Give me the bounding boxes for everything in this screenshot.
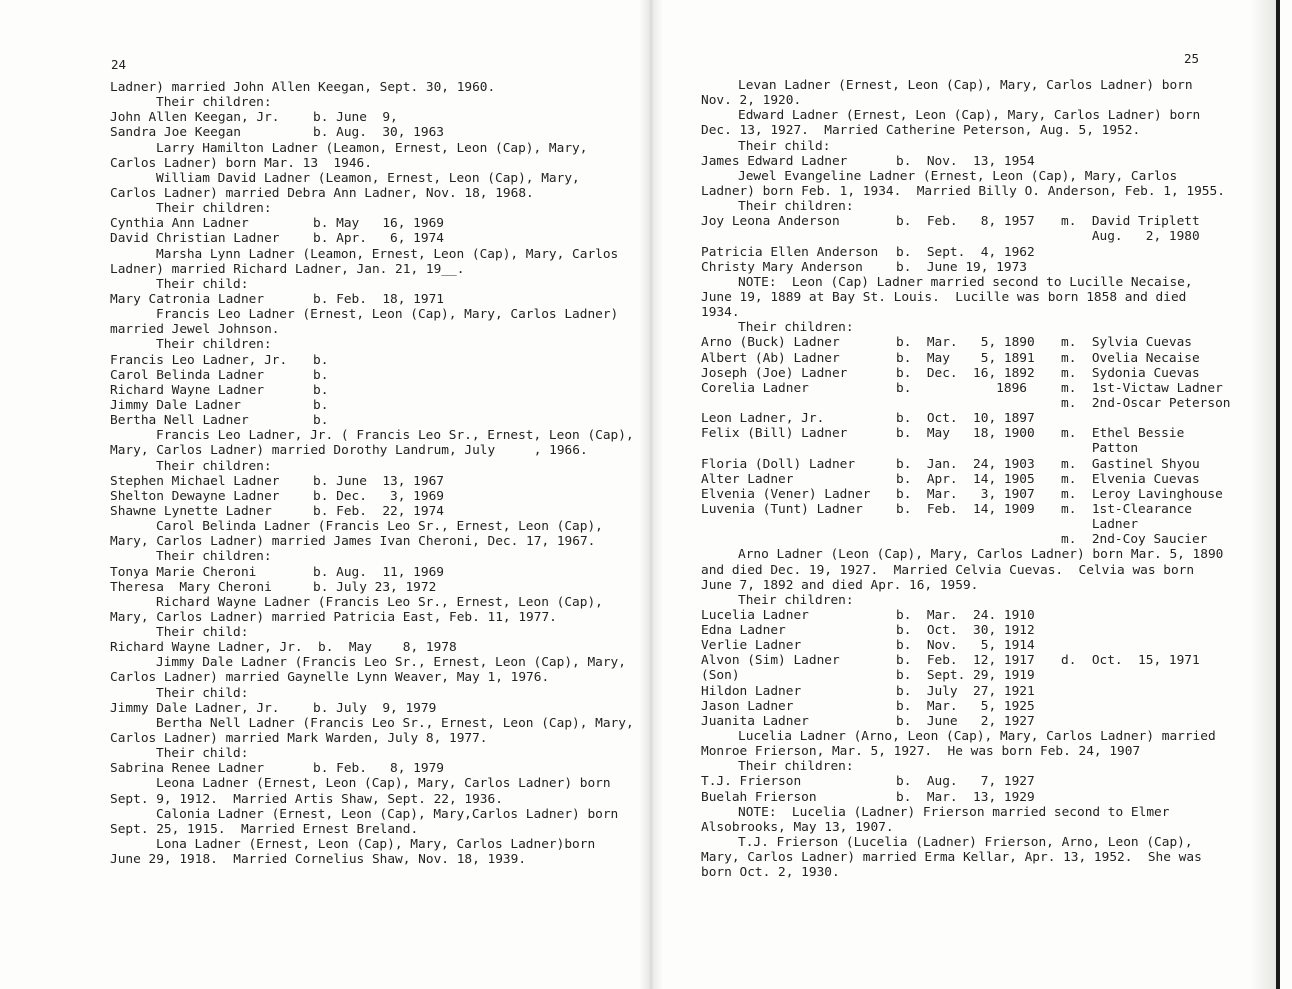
paragraph-line: Ladner) born Feb. 1, 1934. Married Billy O. Anderson, Feb. 1, 1955. — [701, 183, 1225, 199]
table-cell: b. Apr. 14, 1905 — [896, 471, 1035, 487]
paragraph-first-line: Levan Ladner (Ernest, Leon (Cap), Mary, Carlos Ladner) born — [738, 78, 1193, 93]
table-cell: m. Sylvia Cuevas — [1061, 335, 1192, 351]
table-cell: Alter Ladner — [701, 471, 794, 487]
table-cell: b. Aug. 7, 1927 — [896, 774, 1035, 790]
paragraph-line: June 29, 1918. Married Cornelius Shaw, Nov. 18, 1939. — [110, 852, 527, 868]
table-cell: Mary Catronia Ladner — [110, 291, 265, 307]
paragraph-line: Carlos Ladner) born Mar. 13 1946. — [110, 155, 372, 171]
table-cell: Felix (Bill) Ladner — [701, 426, 848, 442]
table-cell: b. — [313, 397, 329, 413]
paragraph-line: born Oct. 2, 1930. — [701, 865, 840, 881]
paragraph-line: Alsobrooks, May 13, 1907. — [701, 819, 894, 835]
paragraph-first-line: Bertha Nell Ladner (Francis Leo Sr., Ernest, Leon (Cap), Mary, — [156, 715, 634, 731]
table-cell: m. 2nd-Oscar Peterson — [1061, 395, 1231, 411]
table-cell: Jimmy Dale Ladner, Jr. — [110, 700, 280, 716]
table-cell: b. July 27, 1921 — [896, 683, 1035, 699]
table-cell: Arno (Buck) Ladner — [701, 335, 840, 351]
paragraph-first-line: Calonia Ladner (Ernest, Leon (Cap), Mary,Carlos Ladner) born — [156, 806, 619, 822]
table-cell: Francis Leo Ladner, Jr. — [110, 352, 288, 368]
paragraph-first-line: Their child: — [156, 276, 249, 292]
table-cell: b. — [313, 382, 329, 398]
table-cell: b. Feb. 22, 1974 — [313, 503, 444, 519]
table-cell: Juanita Ladner — [701, 713, 809, 729]
paragraph-first-line: Their children: — [156, 549, 272, 565]
table-cell: Hildon Ladner — [701, 683, 802, 699]
table-cell: b. Mar. 5, 1890 — [896, 335, 1035, 351]
table-cell: b. Feb. 14, 1909 — [896, 501, 1035, 517]
table-cell: Edna Ladner — [701, 623, 786, 639]
table-cell: b. Jan. 24, 1903 — [896, 456, 1035, 472]
paragraph-first-line: Their children: — [156, 337, 272, 353]
page-number-left: 24 — [111, 57, 127, 72]
table-cell: b. Feb. 8, 1957 — [896, 214, 1035, 230]
table-cell: Corelia Ladner — [701, 380, 809, 396]
paragraph-first-line: William David Ladner (Leamon, Ernest, Leon (Cap), Mary, — [156, 170, 580, 186]
table-cell: Cynthia Ann Ladner — [110, 216, 249, 232]
book-gutter — [640, 0, 662, 989]
table-cell: b. Mar. 13, 1929 — [896, 789, 1035, 805]
paragraph-first-line: Their children: — [738, 199, 854, 215]
table-cell: Elvenia (Vener) Ladner — [701, 486, 871, 502]
table-cell: Buelah Frierson — [701, 789, 817, 805]
page-number-right: 25 — [1184, 51, 1200, 66]
paragraph-first-line: Marsha Lynn Ladner (Leamon, Ernest, Leon (Cap), Mary, Carlos — [156, 246, 619, 262]
table-cell: Shelton Dewayne Ladner — [110, 488, 280, 504]
table-cell: b. Dec. 16, 1892 — [896, 365, 1035, 381]
paragraph-first-line: Their children: — [156, 458, 272, 474]
table-cell: b. 1896 — [896, 380, 1027, 396]
table-cell: b. Mar. 5, 1925 — [896, 698, 1035, 714]
paragraph-line: Carlos Ladner) married Mark Warden, July 8, 1977. — [110, 731, 488, 747]
table-cell: b. Nov. 5, 1914 — [896, 638, 1035, 654]
table-cell: Richard Wayne Ladner — [110, 382, 265, 398]
paragraph-line: Mary, Carlos Ladner) married Dorothy Landrum, July , 1966. — [110, 443, 588, 459]
table-cell: Patricia Ellen Anderson — [701, 244, 879, 260]
paragraph-line: Mary, Carlos Ladner) married James Ivan Cheroni, Dec. 17, 1967. — [110, 534, 596, 550]
table-cell: Theresa Mary Cheroni — [110, 579, 272, 595]
table-cell: Ladner — [1061, 517, 1139, 533]
table-cell: m. 1st-Victaw Ladner — [1061, 380, 1223, 396]
table-cell: m. Ethel Bessie — [1061, 426, 1185, 442]
table-cell: b. July 9, 1979 — [313, 700, 437, 716]
table-cell: b. — [313, 352, 329, 368]
table-cell: Sandra Joe Keegan — [110, 125, 241, 141]
table-cell: b. Apr. 6, 1974 — [313, 231, 444, 247]
paragraph-first-line: Larry Hamilton Ladner (Leamon, Ernest, Leon (Cap), Mary, — [156, 140, 588, 156]
table-cell: b. May 16, 1969 — [313, 216, 444, 232]
table-cell: b. Mar. 24. 1910 — [896, 607, 1035, 623]
table-cell: m. Leroy Lavinghouse — [1061, 486, 1223, 502]
table-cell: m. 1st-Clearance — [1061, 501, 1192, 517]
table-cell: b. Nov. 13, 1954 — [896, 153, 1035, 169]
table-cell: b. July 23, 1972 — [313, 579, 437, 595]
table-cell: m. Sydonia Cuevas — [1061, 365, 1200, 381]
table-cell: b. Sept. 4, 1962 — [896, 244, 1035, 260]
paragraph-line: Mary, Carlos Ladner) married Erma Kellar, Apr. 13, 1952. She was — [701, 850, 1202, 866]
paragraph-line: Nov. 2, 1920. — [701, 93, 802, 109]
table-cell: b. Mar. 3, 1907 — [896, 486, 1035, 502]
table-cell: b. May 5, 1891 — [896, 350, 1035, 366]
table-cell: b. June 2, 1927 — [896, 713, 1035, 729]
table-cell: Carol Belinda Ladner — [110, 367, 265, 383]
table-cell: m. Gastinel Shyou — [1061, 456, 1200, 472]
table-cell: Stephen Michael Ladner — [110, 473, 280, 489]
table-cell: b. June 13, 1967 — [313, 473, 444, 489]
paragraph-first-line: Their children: — [156, 95, 272, 111]
table-cell: b. — [313, 367, 329, 383]
table-cell: Leon Ladner, Jr. — [701, 411, 825, 427]
table-cell: Bertha Nell Ladner — [110, 413, 249, 429]
paragraph-first-line: Their children: — [738, 759, 854, 775]
table-cell: David Christian Ladner — [110, 231, 280, 247]
table-cell: Jason Ladner — [701, 698, 794, 714]
table-cell: b. Feb. 8, 1979 — [313, 761, 444, 777]
paragraph-first-line: Arno Ladner (Leon (Cap), Mary, Carlos Ladner) born Mar. 5, 1890 — [738, 547, 1224, 563]
paragraph-first-line: Their children: — [738, 320, 854, 336]
paragraph-first-line: NOTE: Leon (Cap) Ladner married second to Lucille Necaise, — [738, 274, 1193, 290]
table-cell: Aug. 2, 1980 — [1061, 229, 1200, 245]
table-cell: Albert (Ab) Ladner — [701, 350, 840, 366]
table-cell: Tonya Marie Cheroni — [110, 564, 257, 580]
table-cell: Joy Leona Anderson — [701, 214, 840, 230]
paragraph-line: and died Dec. 19, 1927. Married Celvia Cuevas. Celvia was born — [701, 562, 1195, 578]
table-cell: b. Feb. 12, 1917 — [896, 653, 1035, 669]
table-cell: (Son) — [701, 668, 740, 684]
table-cell: b. Dec. 3, 1969 — [313, 488, 444, 504]
table-cell: b. Oct. 30, 1912 — [896, 623, 1035, 639]
paragraph-first-line: Their children: — [738, 592, 854, 608]
table-cell: m. David Triplett — [1061, 214, 1200, 230]
table-cell: Christy Mary Anderson — [701, 259, 863, 275]
paragraph-line: Carlos Ladner) married Debra Ann Ladner, Nov. 18, 1968. — [110, 185, 534, 201]
table-cell: Lucelia Ladner — [701, 607, 809, 623]
table-cell: Joseph (Joe) Ladner — [701, 365, 848, 381]
paragraph-line: Mary, Carlos Ladner) married Patricia East, Feb. 11, 1977. — [110, 609, 557, 625]
table-cell: b. June 19, 1973 — [896, 259, 1027, 275]
table-cell: b. — [313, 413, 329, 429]
right-page — [662, 0, 1276, 989]
paragraph-line: 1934. — [701, 305, 740, 321]
table-cell: Floria (Doll) Ladner — [701, 456, 856, 472]
paragraph-first-line: Lona Ladner (Ernest, Leon (Cap), Mary, Carlos Ladner)born — [156, 837, 596, 853]
table-cell: b. Aug. 11, 1969 — [313, 564, 444, 580]
paragraph-line: Ladner) married John Allen Keegan, Sept. 30, 1960. — [110, 80, 496, 95]
paragraph-line: Sept. 9, 1912. Married Artis Shaw, Sept. 22, 1936. — [110, 791, 503, 807]
paragraph-line: Carlos Ladner) married Gaynelle Lynn Weaver, May 1, 1976. — [110, 670, 550, 686]
paragraph-first-line: Their children: — [156, 201, 272, 217]
table-cell: d. Oct. 15, 1971 — [1061, 653, 1200, 669]
paragraph-first-line: Their child: — [156, 685, 249, 701]
paragraph-first-line: Carol Belinda Ladner (Francis Leo Sr., Ernest, Leon (Cap), — [156, 519, 603, 535]
table-cell: Alvon (Sim) Ladner — [701, 653, 840, 669]
paragraph-line: Ladner) married Richard Ladner, Jan. 21, 19__. — [110, 261, 465, 277]
table-cell: m. Elvenia Cuevas — [1061, 471, 1200, 487]
paragraph-first-line: Their child: — [738, 138, 831, 154]
paragraph-line: Sept. 25, 1915. Married Ernest Breland. — [110, 821, 419, 837]
paragraph-first-line: T.J. Frierson (Lucelia (Ladner) Frierson, Arno, Leon (Cap), — [738, 835, 1193, 851]
page-edge — [1276, 0, 1280, 989]
table-cell: b. Feb. 18, 1971 — [313, 291, 444, 307]
paragraph-first-line: Edward Ladner (Ernest, Leon (Cap), Mary, Carlos Ladner) born — [738, 108, 1201, 124]
paragraph-line: Dec. 13, 1927. Married Catherine Peterson, Aug. 5, 1952. — [701, 123, 1141, 139]
table-cell: m. Ovelia Necaise — [1061, 350, 1200, 366]
paragraph-line: Richard Wayne Ladner, Jr. b. May 8, 1978 — [110, 640, 457, 656]
table-cell: Luvenia (Tunt) Ladner — [701, 501, 863, 517]
paragraph-line: Monroe Frierson, Mar. 5, 1927. He was born Feb. 24, 1907 — [701, 744, 1141, 760]
paragraph-line: June 19, 1889 at Bay St. Louis. Lucille was born 1858 and died — [701, 289, 1187, 305]
paragraph-first-line: Leona Ladner (Ernest, Leon (Cap), Mary, Carlos Ladner) born — [156, 776, 611, 792]
table-cell: Jimmy Dale Ladner — [110, 397, 241, 413]
table-cell: b. June 9, — [313, 110, 398, 126]
table-cell: James Edward Ladner — [701, 153, 848, 169]
paragraph-first-line: Francis Leo Ladner (Ernest, Leon (Cap), Mary, Carlos Ladner) — [156, 307, 619, 323]
table-cell: Shawne Lynette Ladner — [110, 503, 272, 519]
left-page — [0, 0, 640, 989]
paragraph-first-line: Their child: — [156, 625, 249, 641]
paragraph-first-line: NOTE: Lucelia (Ladner) Frierson married second to Elmer — [738, 804, 1170, 820]
table-cell: b. Sept. 29, 1919 — [896, 668, 1035, 684]
table-cell: b. Aug. 30, 1963 — [313, 125, 444, 141]
paragraph-first-line: Francis Leo Ladner, Jr. ( Francis Leo Sr., Ernest, Leon (Cap), — [156, 428, 634, 444]
paragraph-first-line: Richard Wayne Ladner (Francis Leo Sr., Ernest, Leon (Cap), — [156, 594, 603, 610]
table-cell: Sabrina Renee Ladner — [110, 761, 265, 777]
table-cell: m. 2nd-Coy Saucier — [1061, 532, 1208, 548]
paragraph-first-line: Jimmy Dale Ladner (Francis Leo Sr., Ernest, Leon (Cap), Mary, — [156, 655, 626, 671]
table-cell: Patton — [1061, 441, 1139, 457]
page-edge-shadow — [1250, 0, 1276, 989]
paragraph-line: married Jewel Johnson. — [110, 322, 280, 338]
paragraph-first-line: Their child: — [156, 746, 249, 762]
paragraph-first-line: Jewel Evangeline Ladner (Ernest, Leon (Cap), Mary, Carlos — [738, 168, 1178, 184]
table-cell: b. May 18, 1900 — [896, 426, 1035, 442]
paragraph-first-line: Lucelia Ladner (Arno, Leon (Cap), Mary, Carlos Ladner) married — [738, 729, 1216, 745]
table-cell: T.J. Frierson — [701, 774, 802, 790]
paragraph-line: June 7, 1892 and died Apr. 16, 1959. — [701, 577, 979, 593]
table-cell: John Allen Keegan, Jr. — [110, 110, 280, 126]
table-cell: Verlie Ladner — [701, 638, 802, 654]
table-cell: b. Oct. 10, 1897 — [896, 411, 1035, 427]
